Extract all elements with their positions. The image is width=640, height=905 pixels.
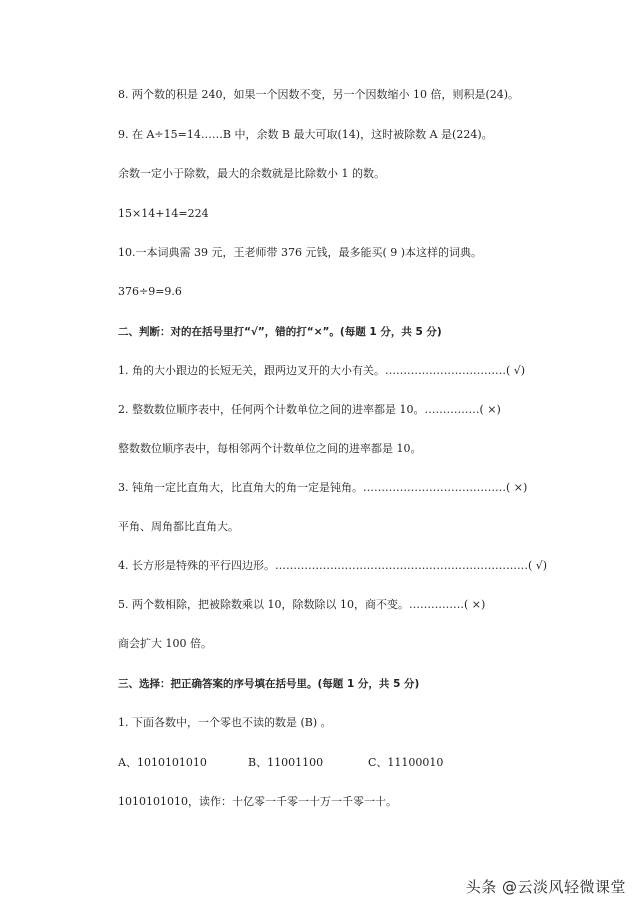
question-10: 10.一本词典需 39 元，王老师带 376 元钱，最多能买( 9 )本这样的词典。 — [118, 246, 483, 259]
section-3-heading: 三、选择：把正确答案的序号填在括号里。(每题 1 分，共 5 分) — [118, 678, 420, 690]
judge-3: 3. 钝角一定比直角大，比直角大的角一定是钝角。…………………………………( ×) — [118, 481, 528, 494]
choice-1-option-a: A、1010101010 — [118, 756, 207, 769]
judge-2: 2. 整数数位顺序表中，任何两个计数单位之间的进率都是 10。……………( ×) — [118, 403, 501, 416]
watermark: 头条 @云淡风轻微课堂 — [465, 878, 626, 896]
judge-4: 4. 长方形是特殊的平行四边形。……………………………………………………………( √) — [118, 559, 548, 572]
judge-3-explanation: 平角、周角都比直角大。 — [118, 520, 239, 533]
question-8: 8. 两个数的积是 240，如果一个因数不变，另一个因数缩小 10 倍，则积是(24)。 — [118, 88, 520, 101]
section-2-heading: 二、判断：对的在括号里打“√”，错的打“×”。(每题 1 分，共 5 分) — [118, 326, 442, 338]
choice-1-option-c: C、11100010 — [368, 756, 444, 769]
judge-1: 1. 角的大小跟边的长短无关，跟两边叉开的大小有关。……………………………( √) — [118, 364, 526, 377]
question-10-calculation: 376÷9=9.6 — [118, 285, 182, 298]
judge-5-explanation: 商会扩大 100 倍。 — [118, 637, 212, 650]
choice-1: 1. 下面各数中，一个零也不读的数是 (B) 。 — [118, 716, 332, 729]
judge-2-explanation: 整数数位顺序表中，每相邻两个计数单位之间的进率都是 10。 — [118, 442, 422, 455]
choice-1-explanation: 1010101010，读作：十亿零一千零一十万一千零一十。 — [118, 795, 397, 808]
question-9-explanation: 余数一定小于除数，最大的余数就是比除数小 1 的数。 — [118, 167, 385, 180]
question-9: 9. 在 A÷15=14……B 中，余数 B 最大可取(14)，这时被除数 A 是(224)。 — [118, 128, 493, 141]
choice-1-option-b: B、11001100 — [248, 756, 324, 769]
judge-5: 5. 两个数相除，把被除数乘以 10，除数除以 10，商不变。……………( ×) — [118, 598, 486, 611]
question-9-calculation: 15×14+14=224 — [118, 207, 209, 220]
